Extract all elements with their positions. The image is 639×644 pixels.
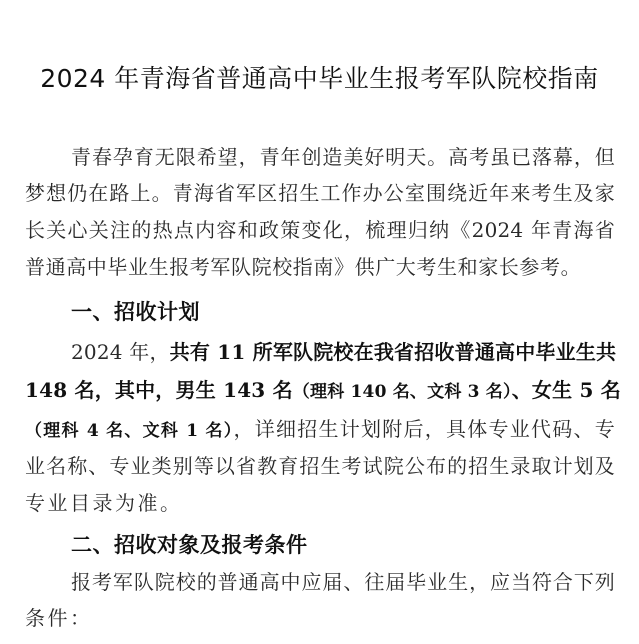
- section-heading-plan: 一、招收计划: [71, 300, 200, 324]
- section-heading-eligibility: 二、招收对象及报考条件: [71, 533, 308, 557]
- plan-line-2: [25, 375, 621, 407]
- plan-line-3: [25, 414, 615, 446]
- plan-year-text: 2024 年，: [71, 340, 170, 364]
- plan-male-count: 148 名，其中，男生 143 名: [25, 378, 293, 402]
- plan-male-breakdown: （理科 140 名、文科 3 名）: [292, 382, 512, 402]
- plan-line-4: 业名称、专业类别等以省教育招生考试院公布的招生录取计划及: [25, 454, 615, 478]
- intro-line-2: 梦想仍在路上。青海省军区招生工作办公室围绕近年来考生及家: [25, 181, 615, 205]
- plan-line-5: 专业目录为准。: [25, 491, 183, 515]
- intro-line-3: 长关心关注的热点内容和政策变化，梳理归纳《2024 年青海省: [25, 218, 615, 242]
- plan-line-1: [71, 337, 615, 367]
- plan-female-count: 、女生 5 名: [511, 378, 621, 402]
- plan-female-breakdown: （理科 4 名、文科 1 名）: [25, 421, 234, 441]
- intro-line-4: 普通高中毕业生报考军队院校指南》供广大考生和家长参考。: [25, 255, 582, 279]
- plan-detail-text: ，详细招生计划附后，具体专业代码、专: [233, 417, 615, 441]
- plan-total-text: 共有 11 所军队院校在我省招收普通高中毕业生共: [169, 340, 617, 364]
- eligibility-line-2: 条件：: [25, 606, 93, 630]
- document-title: 2024 年青海省普通高中毕业生报考军队院校指南: [40, 64, 599, 93]
- intro-line-1: 青春孕育无限希望，青年创造美好明天。高考虽已落幕，但: [71, 145, 615, 169]
- eligibility-line-1: 报考军队院校的普通高中应届、往届毕业生，应当符合下列: [71, 570, 615, 594]
